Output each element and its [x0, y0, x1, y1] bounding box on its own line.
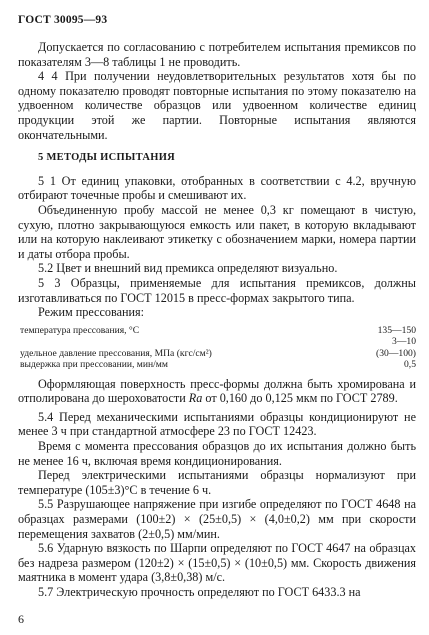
paragraph: 5.5 Разрушающее напряжение при изгибе определяют по ГОСТ 4648 на образцах размерами (100±2) × (25±0,5) × (4,0±0,2) мм при скорости перемещения захватов (2±0,5) мм/мин.: [18, 497, 416, 541]
pressing-modes-table: [18, 325, 416, 371]
mode-label: выдержка при прессовании, мин/мм: [20, 359, 168, 371]
mode-value: 0,5: [404, 359, 416, 371]
mode-value: 3—10: [392, 336, 416, 348]
document-header: ГОСТ 30095—93: [18, 14, 108, 26]
mode-value: 135—150: [377, 324, 416, 336]
roughness-symbol: Ra: [188, 391, 203, 406]
paragraph: Время с момента прессования образцов до их испытания должно быть не менее 16 ч, включая время кондиционирования.: [18, 439, 416, 468]
paragraph: 5.4 Перед механическими испытаниями образцы кондиционируют не менее 3 ч при стандартной атмосфере 23 по ГОСТ 12423.: [18, 409, 416, 439]
paragraph: Объединенную пробу массой не менее 0,3 кг помещают в чистую, сухую, плотно закрывающуюся емкость или пакет, в которую вкладывают или на которую наклеивают этикетку с обозначением марки, номера партии и даты отбора пробы.: [18, 202, 416, 261]
mode-value: (30—100): [376, 347, 416, 359]
document-body: [18, 40, 416, 600]
page-number: 6: [18, 612, 24, 626]
mode-label: удельное давление прессования, МПа (кгс/см²): [20, 347, 212, 359]
paragraph: 5 1 От единиц упаковки, отобранных в соответствии с 4.2, вручную отбирают точечные пробы и смешивают их.: [18, 173, 416, 203]
paragraph: 5.2 Цвет и внешний вид премикса определяют визуально.: [38, 261, 338, 276]
paragraph: Оформляющая поверхность пресс-формы должна быть хромирована и отполирована до шероховатости Ra от 0,160 до 0,125 мкм по ГОСТ 2789.: [18, 376, 416, 406]
paragraph: 5.7 Электрическую прочность определяют по ГОСТ 6433.3 на: [38, 585, 361, 599]
section-heading: 5 МЕТОДЫ ИСПЫТАНИЯ: [38, 152, 176, 164]
paragraph: Допускается по согласованию с потребителем испытания премиксов по показателям 3—8 таблицы 1 не проводить.: [18, 40, 416, 69]
paragraph: Перед электрическими испытаниями образцы нормализуют при температуре (105±3)°С в течение 6 ч.: [18, 468, 416, 497]
mode-label: температура прессования, °С: [20, 324, 140, 336]
mode-row: [18, 325, 416, 348]
mode-row: [18, 348, 416, 360]
paragraph: 5 3 Образцы, применяемые для испытания премиксов, должны изготавливаться по ГОСТ 12015 в пресс-формах закрытого типа.: [18, 275, 416, 305]
paragraph: Режим прессования:: [38, 305, 145, 320]
paragraph: 4 4 При получении неудовлетворительных результатов хотя бы по одному показателю проводят повторные испытания по этому показателю на удвоенном количестве образцов или удвоенном количестве единиц продукции этой же партии. Повторные испытания являются окончательными.: [18, 69, 416, 142]
mode-row: [18, 359, 416, 371]
paragraph: 5.6 Ударную вязкость по Шарпи определяют по ГОСТ 4647 на образцах без надреза размером (120±2) × (15±0,5) × (10±0,5) мм. Скорость движения маятника в момент удара (3,8±0,38) м/с.: [18, 541, 416, 585]
